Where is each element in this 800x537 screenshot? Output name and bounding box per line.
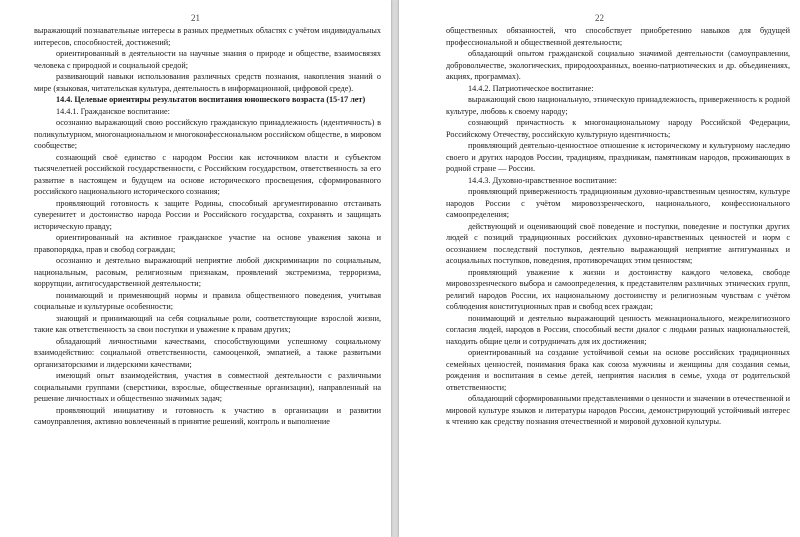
paragraph: ориентированный на активное гражданское участие на основе уважения закона и правопорядка, прав и свобод сограждан; — [34, 233, 381, 254]
paragraph: 14.4.2. Патриотическое воспитание: — [468, 83, 594, 93]
paragraph: общественных обязанностей, что способствует приобретению навыков для будущей профессиональной и общественной деятельности; — [446, 26, 790, 47]
paragraph: выражающий свою национальную, этническую принадлежность, приверженность к родной культуре, любовь к своему народу; — [446, 95, 790, 116]
page-number: 21 — [191, 13, 200, 23]
paragraph: проявляющий инициативу и готовность к участию в организации и развитии самоуправления, активно вовлеченный в принятие решений, контроль и выполнение — [34, 405, 381, 426]
page-number: 22 — [595, 13, 604, 23]
page-content — [446, 25, 790, 428]
paragraph: проявляющий деятельно-ценностное отношение к историческому и культурному наследию своего и других народов России, традициям, праздникам, памятникам народов, проживающих в родной стране — России. — [446, 141, 790, 173]
paragraph: выражающий познавательные интересы в разных предметных областях с учётом индивидуальных интересов, способностей, достижений; — [34, 26, 381, 47]
paragraph: действующий и оценивающий своё поведение и поступки, поведение и поступки других людей с позиций традиционных российских духовно-нравственных ценностей и норм с осознанием последствий поступков, деятельно выражающий неприятие антигуманных и асоциальных поступков, поведения, противоречащих этим ценностям; — [446, 221, 790, 265]
paragraph: понимающий и деятельно выражающий ценность межнационального, межрелигиозного согласия людей, народов в России, способный вести диалог с людьми разных национальностей, находить общие цели и сотрудничать для их достижения; — [446, 313, 790, 346]
paragraph: сознающий своё единство с народом России как источником власти и субъектом тысячелетней российской государственности, с Российским государством, ответственность за его развитие в настоящем и будущем на основе исторического просвещения, сформированного российского национального исторического сознания; — [34, 152, 381, 196]
document-page-22 — [399, 0, 800, 537]
paragraph: понимающий и применяющий нормы и правила общественного поведения, учитывая социальные и культурные особенности; — [34, 290, 381, 311]
paragraph: 14.4.1. Гражданское воспитание: — [56, 106, 170, 116]
section-heading: 14.4. Целевые ориентиры результатов воспитания юношеского возраста (15-17 лет) — [56, 95, 366, 104]
paragraph: имеющий опыт взаимодействия, участия в совместной деятельности с различными социальными группами (сверстники, взрослые, общественные организации), направленный на решение личностных и общественно значимых задач; — [34, 371, 381, 403]
paragraph: осознанно выражающий свою российскую гражданскую принадлежность (идентичность) в поликультурном, многонациональном и многоконфессиональном российском обществе, в мировом сообществе; — [34, 118, 381, 150]
paragraph: обладающий личностными качествами, способствующими успешному социальному взаимодействию: социальной ответственности, самооценкой, эмпатией, а также развитыми организаторскими и лидерскими качествами; — [34, 336, 381, 369]
paragraph: развивающий навыки использования различных средств познания, накопления знаний о мире (языковая, читательская культура, деятельность в информационной, цифровой среде). — [34, 72, 381, 93]
paragraph: проявляющий уважение к жизни и достоинству каждого человека, свободе мировоззренческого выбора и самоопределения, к представителям различных этнических групп, религий народов России, их национальному достоинству и религиозным чувствам с учётом соблюдения конституционных прав и свобод всех граждан; — [446, 267, 790, 311]
paragraph: ориентированный в деятельности на научные знания о природе и обществе, взаимосвязях человека с природной и социальной средой; — [34, 49, 381, 70]
document-page-21 — [0, 0, 391, 537]
paragraph: ориентированный на создание устойчивой семьи на основе российских традиционных семейных ценностей, понимания брака как союза мужчины и женщины для создания семьи, рождения и воспитания в семье детей, неприятия насилия в семье, ухода от родительской ответственности; — [446, 348, 790, 392]
paragraph: знающий и принимающий на себя социальные роли, соответствующие взрослой жизни, такие как ответственность за свои поступки и уважение к правам других; — [34, 313, 381, 334]
paragraph: осознанно и деятельно выражающий неприятие любой дискриминации по социальным, национальным, расовым, религиозным признакам, проявлений экстремизма, терроризма, коррупции, антигосударственной деятельности; — [34, 256, 381, 288]
page-content — [34, 25, 381, 428]
paragraph: обладающий опытом гражданской социально значимой деятельности (самоуправлении, добровольчестве, экологических, природоохранных, военно-патриотических и др. объединениях, акциях, программах). — [446, 49, 790, 81]
paragraph: проявляющий приверженность традиционным духовно-нравственным ценностям, культуре народов России с учётом мировоззренческого, национального, конфессионального самоопределения; — [446, 187, 790, 219]
paragraph: сознающий причастность к многонациональному народу Российской Федерации, Российскому Отечеству, российскую культурную идентичность; — [446, 118, 790, 139]
paragraph: 14.4.3. Духовно-нравственное воспитание: — [468, 175, 617, 185]
paragraph: обладающий сформированными представлениями о ценности и значении в отечественной и мировой культуре языков и литературы народов России, демонстрирующий устойчивый интерес к чтению как средству познания отечественной и мировой духовной культуры. — [446, 394, 790, 426]
paragraph: проявляющий готовность к защите Родины, способный аргументированно отстаивать суверенитет и достоинство народа России и Российского государства, сохранять и защищать историческую правду; — [34, 198, 381, 231]
